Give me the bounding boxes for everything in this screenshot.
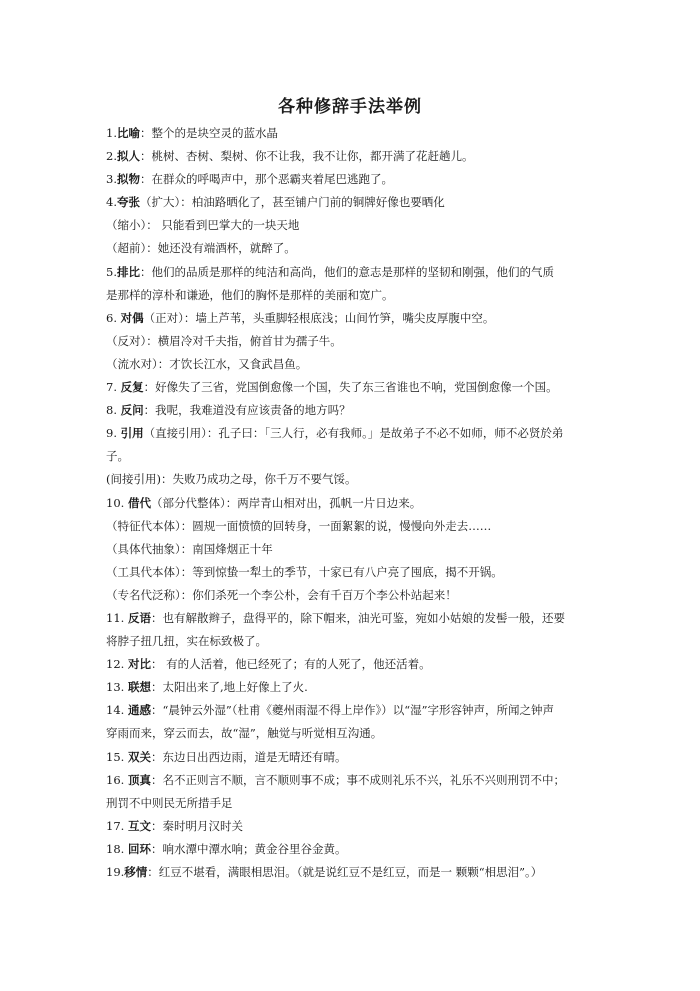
example-text: ：好像失了三省，党国倒愈像一个国，失了东三省谁也不响，党国倒愈像一个国。 (143, 380, 558, 395)
example-text: （专名代泛称）：你们杀死一个李公朴，会有千百万个李公朴站起来！ (106, 587, 457, 602)
item-number: 3. (106, 172, 117, 187)
text-line (106, 145, 598, 168)
example-text: （反对）：横眉冷对千夫指，俯首甘为孺子牛。 (106, 333, 342, 348)
rhetoric-term: 顶真 (127, 772, 151, 787)
example-text: 子。 (106, 449, 129, 464)
rhetoric-term: 反复 (120, 380, 144, 395)
example-text: （正对）：墙上芦苇，头重脚轻根底浅；山间竹笋，嘴尖皮厚腹中空。 (143, 310, 495, 325)
item-number: 1. (106, 126, 117, 140)
text-line (106, 607, 598, 630)
example-text: （缩小）： 只能看到巴掌大的一块天地 (106, 218, 300, 233)
example-text: （流水对）：才饮长江水，又食武昌鱼。 (106, 356, 308, 371)
example-text: （特征代本体）：圆规一面愤愤的回转身，一面絮絮的说，慢慢向外走去…… (106, 518, 492, 533)
example-text: （工具代本体）：等到惊蛰一犁土的季节，十家已有八户亮了囤底，揭不开锅。 (106, 564, 503, 579)
text-line (106, 399, 598, 422)
rhetoric-term: 反语 (127, 610, 151, 625)
example-text: ：太阳出来了,地上好像上了火. (150, 680, 308, 695)
text-line (106, 699, 598, 722)
item-number: 19. (106, 865, 125, 879)
example-text: （部分代整体）：两岸青山相对出，孤帆一片日边来。 (150, 495, 422, 510)
text-line (106, 722, 598, 745)
item-number: 5. (106, 264, 117, 279)
rhetoric-term: 排比 (116, 264, 140, 279)
example-text: ：整个的是块空灵的蓝水晶 (139, 126, 278, 140)
text-line (106, 653, 598, 676)
text-line (106, 445, 598, 468)
item-number: 13. (106, 680, 128, 695)
example-text: ：秦时明月汉时关 (150, 818, 243, 833)
example-text: ：名不正则言不顺，言不顺则事不成；事不成则礼乐不兴，礼乐不兴则刑罚不中； (150, 772, 565, 787)
example-text: ：“晨钟云外湿”（杜甫《夔州雨湿不得上岸作》）以“湿”字形容钟声，所闻之钟声 (150, 703, 554, 718)
text-line (106, 815, 598, 838)
text-line (106, 284, 598, 307)
rhetoric-term: 拟物 (116, 172, 140, 187)
rhetoric-term: 双关 (127, 749, 151, 764)
text-line (106, 676, 598, 699)
text-line (106, 191, 598, 214)
item-number: 14. (106, 703, 128, 718)
example-text: ： 有的人活着，他已经死了；有的人死了，他还活着。 (150, 657, 431, 672)
text-line (106, 237, 598, 260)
example-text: 穿雨而来，穿云而去，故“湿”，触觉与听觉相互沟通。 (106, 726, 383, 741)
text-line (106, 538, 598, 561)
example-text: （超前）：她还没有端酒杯，就醉了。 (106, 241, 296, 256)
rhetoric-term: 联想 (127, 680, 151, 695)
item-number: 7. (106, 380, 121, 395)
rhetoric-term: 移情 (124, 865, 148, 879)
item-number: 6. (106, 310, 121, 325)
item-number: 11. (106, 610, 128, 625)
example-text: ：红豆不堪看，满眼相思泪。（就是说红豆不是红豆，而是一 颗颗“相思泪”。） (147, 865, 543, 879)
text-line (106, 261, 598, 284)
rhetoric-term: 回环 (127, 841, 151, 856)
example-text: (间接引用)：失败乃成功之母，你千万不要气馁。 (106, 472, 357, 487)
text-line (106, 769, 598, 792)
item-number: 18. (106, 841, 128, 856)
text-line (106, 492, 598, 515)
text-line (106, 838, 598, 861)
rhetoric-term: 引用 (120, 426, 144, 441)
text-line (106, 122, 598, 145)
item-number: 12. (106, 657, 128, 672)
rhetoric-term: 对偶 (120, 310, 144, 325)
rhetoric-term: 比喻 (116, 126, 140, 140)
text-line (106, 630, 598, 653)
rhetoric-term: 对比 (127, 657, 151, 672)
text-line (106, 468, 598, 491)
text-line (106, 561, 598, 584)
item-number: 9. (106, 426, 121, 441)
rhetoric-term: 拟人 (116, 149, 140, 164)
text-line (106, 168, 598, 191)
example-text: 刑罚不中则民无所措手足 (106, 795, 233, 810)
text-line (106, 214, 598, 237)
example-text: ：我呢，我难道没有应该责备的地方吗？ (143, 403, 351, 418)
document-body (106, 122, 598, 884)
text-line (106, 792, 598, 815)
rhetoric-term: 借代 (127, 495, 151, 510)
example-text: （具体代抽象）：南国烽烟正十年 (106, 541, 273, 556)
example-text: ：东边日出西边雨，道是无晴还有晴。 (150, 749, 347, 764)
item-number: 16. (106, 772, 128, 787)
text-line (106, 746, 598, 769)
item-number: 4. (106, 195, 117, 210)
text-line (106, 330, 598, 353)
example-text: ：响水潭中潭水响；黄金谷里谷金黄。 (150, 841, 347, 856)
example-text: ：桃树、杏树、梨树、你不让我，我不让你，都开满了花赶趟儿。 (139, 149, 474, 164)
example-text: ：他们的品质是那样的纯洁和高尚，他们的意志是那样的坚韧和刚强，他们的气质 (139, 264, 554, 279)
item-number: 2. (106, 149, 117, 164)
example-text: （扩大）：柏油路晒化了，甚至铺户门前的铜牌好像也要晒化 (139, 195, 445, 210)
text-line (106, 861, 598, 884)
item-number: 10. (106, 495, 128, 510)
item-number: 8. (106, 403, 121, 418)
text-line (106, 422, 598, 445)
text-line (106, 353, 598, 376)
example-text: 是那样的淳朴和谦逊，他们的胸怀是那样的美丽和宽广。 (106, 287, 394, 302)
rhetoric-term: 通感 (127, 703, 151, 718)
text-line (106, 307, 598, 330)
item-number: 15. (106, 749, 128, 764)
example-text: 将脖子扭几扭，实在标致极了。 (106, 634, 267, 649)
text-line (106, 376, 598, 399)
text-line (106, 584, 598, 607)
text-line (106, 515, 598, 538)
example-text: （直接引用）：孔子曰：「三人行，必有我师。」是故弟子不必不如师，师不必贤於弟 (143, 426, 564, 441)
example-text: ：在群众的呼喝声中，那个恶霸夹着尾巴逃跑了。 (139, 172, 393, 187)
page-title: 各种修辞手法举例 (278, 97, 422, 117)
item-number: 17. (106, 818, 128, 833)
example-text: ：也有解散辫子，盘得平的，除下帽来，油光可鉴，宛如小姑娘的发髻一般，还要 (150, 610, 565, 625)
rhetoric-term: 夸张 (116, 195, 140, 210)
rhetoric-term: 反问 (120, 403, 144, 418)
rhetoric-term: 互文 (127, 818, 151, 833)
